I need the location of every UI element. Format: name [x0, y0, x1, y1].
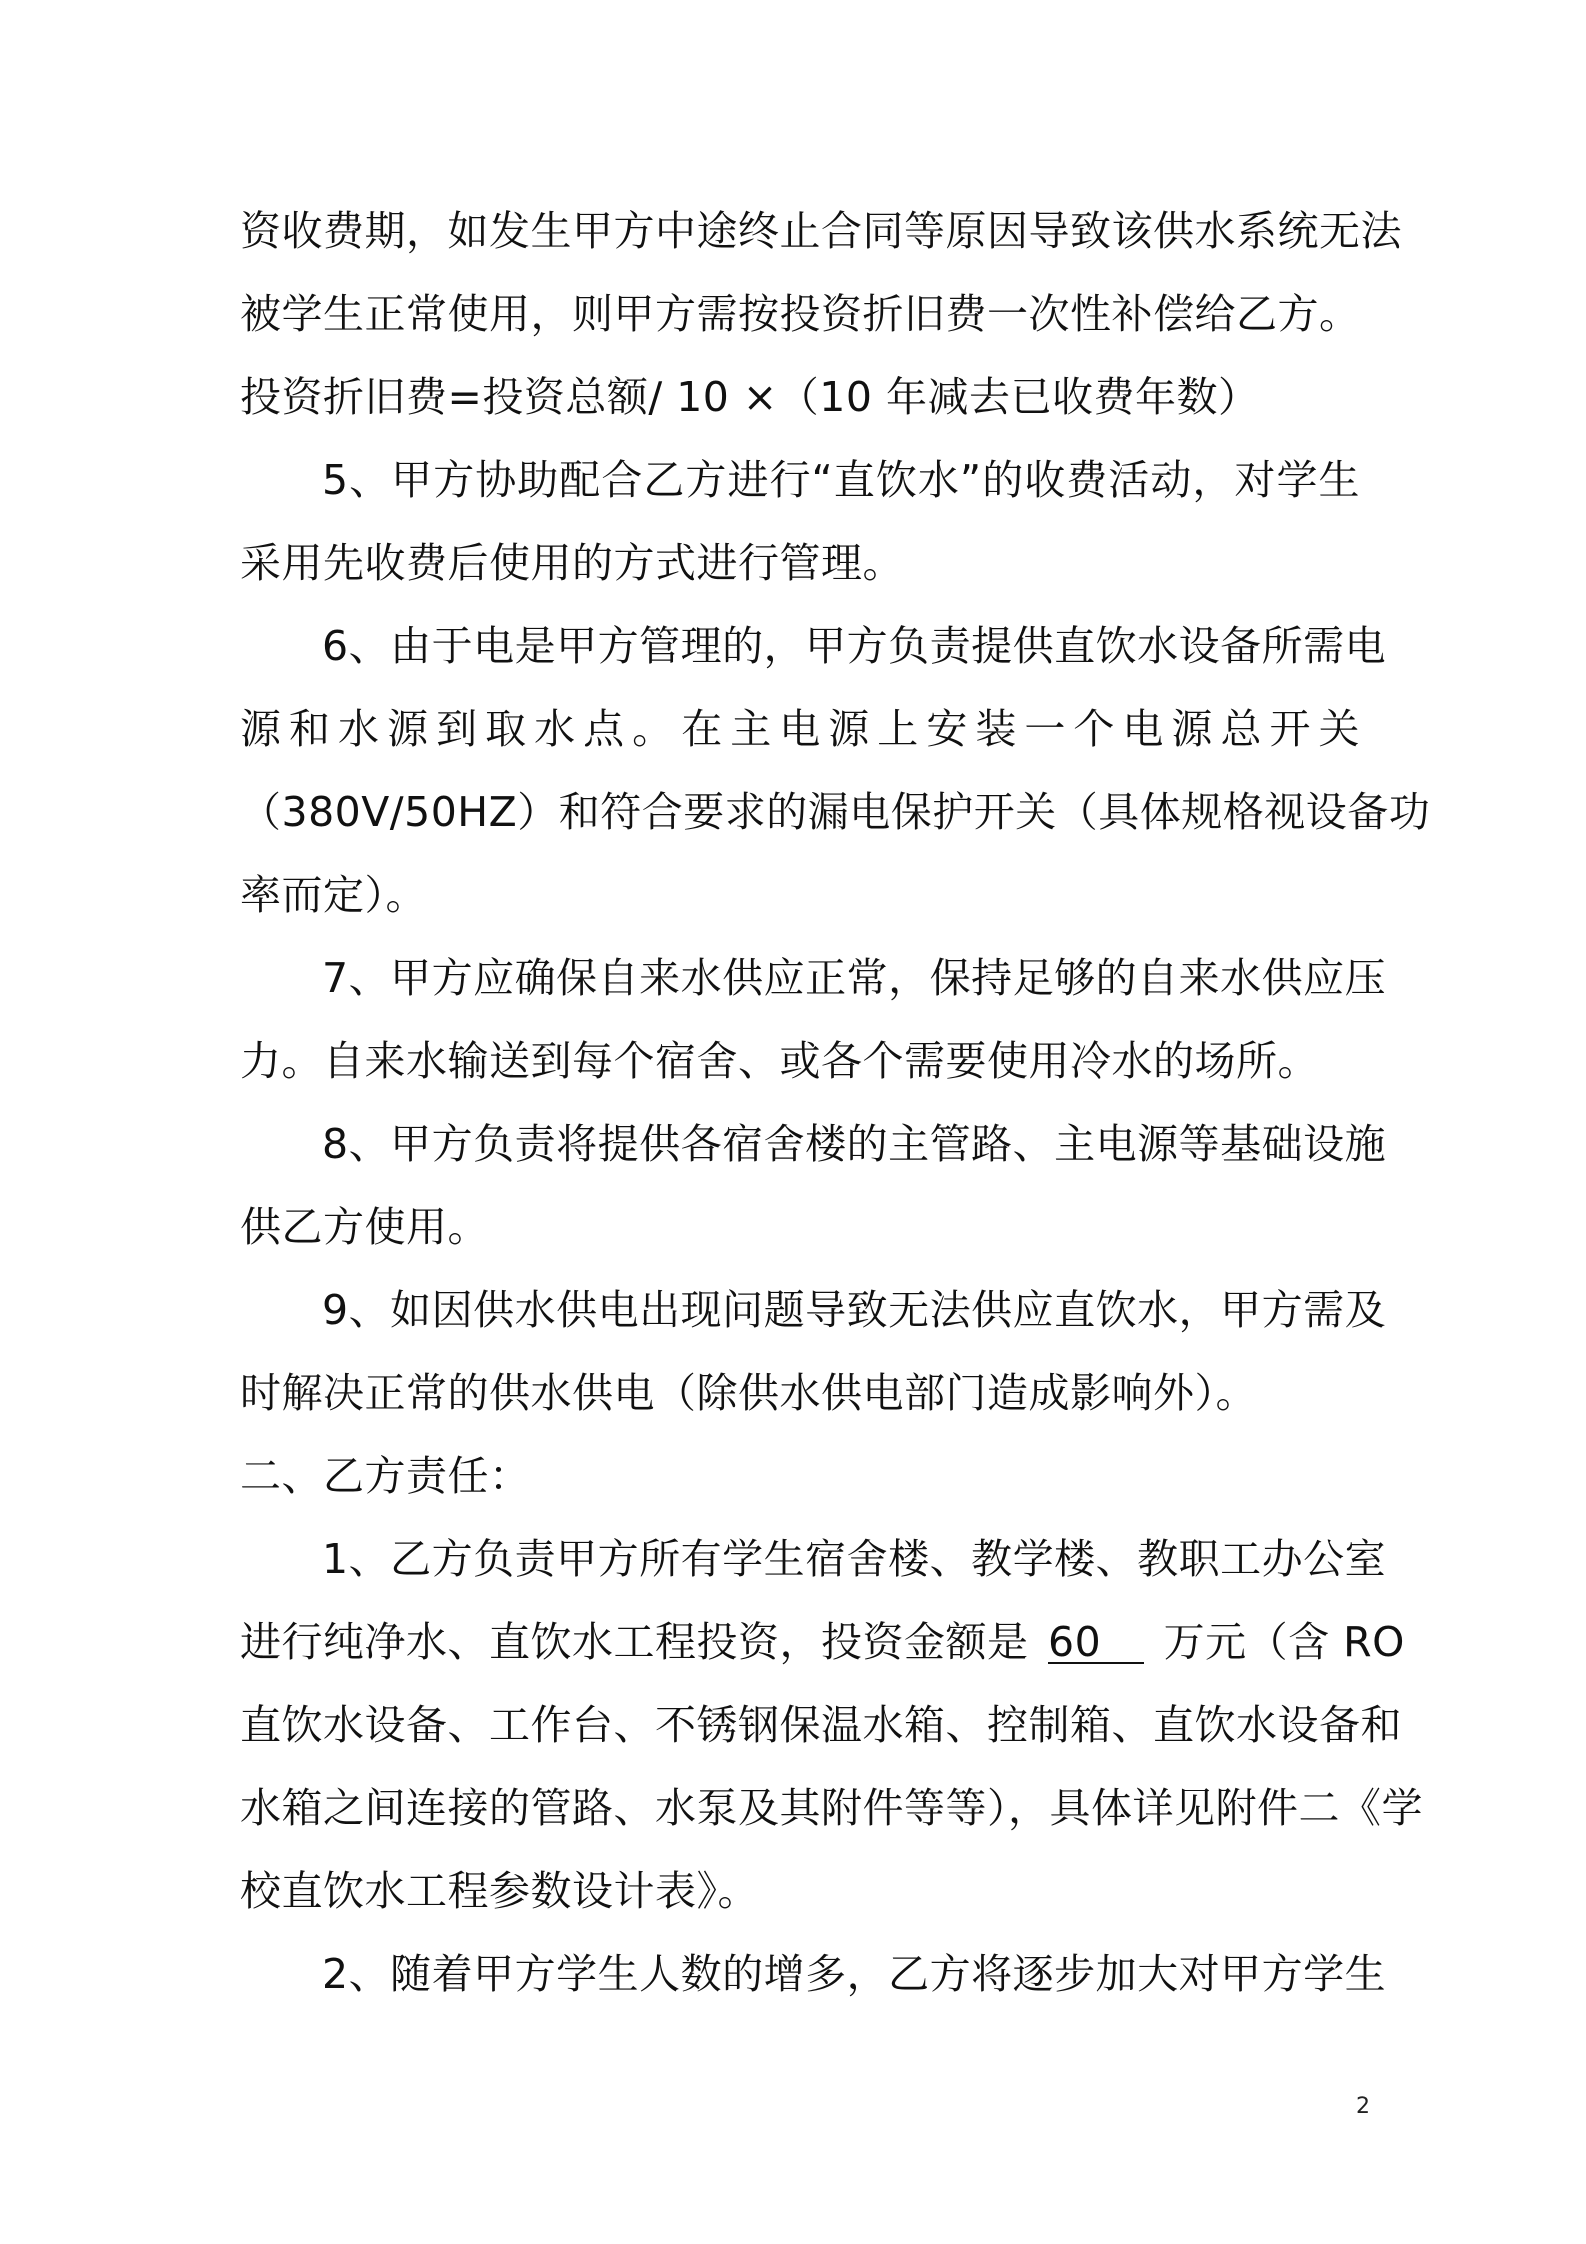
paragraph-line: 供乙方使用。	[240, 1203, 489, 1251]
formula-line: 投资折旧费=投资总额/ 10 ×（10 年减去已收费年数）	[240, 373, 1260, 421]
investment-amount: 60	[1048, 1622, 1144, 1664]
paragraph-line: 采用先收费后使用的方式进行管理。	[240, 539, 904, 587]
investment-text-before: 进行纯净水、直饮水工程投资，投资金额是	[240, 1618, 1029, 1666]
clause-8: 8、甲方负责将提供各宿舍楼的主管路、主电源等基础设施	[322, 1120, 1387, 1168]
clause-6: 6、由于电是甲方管理的，甲方负责提供直饮水设备所需电	[322, 622, 1387, 670]
clause-9: 9、如因供水供电出现问题导致无法供应直饮水，甲方需及	[322, 1286, 1387, 1334]
paragraph-line: 源和水源到取水点。在主电源上安装一个电源总开关	[240, 705, 1360, 753]
paragraph-line: （380V/50HZ）和符合要求的漏电保护开关（具体规格视设备功	[240, 788, 1431, 836]
clause-b1: 1、乙方负责甲方所有学生宿舍楼、教学楼、教职工办公室	[322, 1535, 1387, 1583]
clause-b2: 2、随着甲方学生人数的增多，乙方将逐步加大对甲方学生	[322, 1950, 1387, 1998]
paragraph-line: 水箱之间连接的管路、水泵及其附件等等），具体详见附件二《学	[240, 1784, 1423, 1832]
clause-7: 7、甲方应确保自来水供应正常，保持足够的自来水供应压	[322, 954, 1387, 1002]
paragraph-line: 率而定）。	[240, 871, 427, 919]
paragraph-line: 时解决正常的供水供电（除供水供电部门造成影响外）。	[240, 1369, 1257, 1417]
paragraph-line: 校直饮水工程参数设计表》。	[240, 1867, 759, 1915]
paragraph-line: 直饮水设备、工作台、不锈钢保温水箱、控制箱、直饮水设备和	[240, 1701, 1402, 1749]
investment-line	[240, 1601, 1405, 1684]
paragraph-line: 资收费期，如发生甲方中途终止合同等原因导致该供水系统无法	[240, 207, 1402, 255]
page-number: 2	[1356, 2094, 1370, 2119]
section-heading: 二、乙方责任：	[240, 1452, 531, 1500]
paragraph-line: 被学生正常使用，则甲方需按投资折旧费一次性补偿给乙方。	[240, 290, 1361, 338]
paragraph-line: 力。自来水输送到每个宿舍、或各个需要使用冷水的场所。	[240, 1037, 1319, 1085]
clause-5: 5、甲方协助配合乙方进行“直饮水”的收费活动，对学生	[322, 456, 1360, 504]
document-body	[240, 190, 1431, 2016]
investment-text-after: 万元（含 RO	[1163, 1618, 1405, 1666]
